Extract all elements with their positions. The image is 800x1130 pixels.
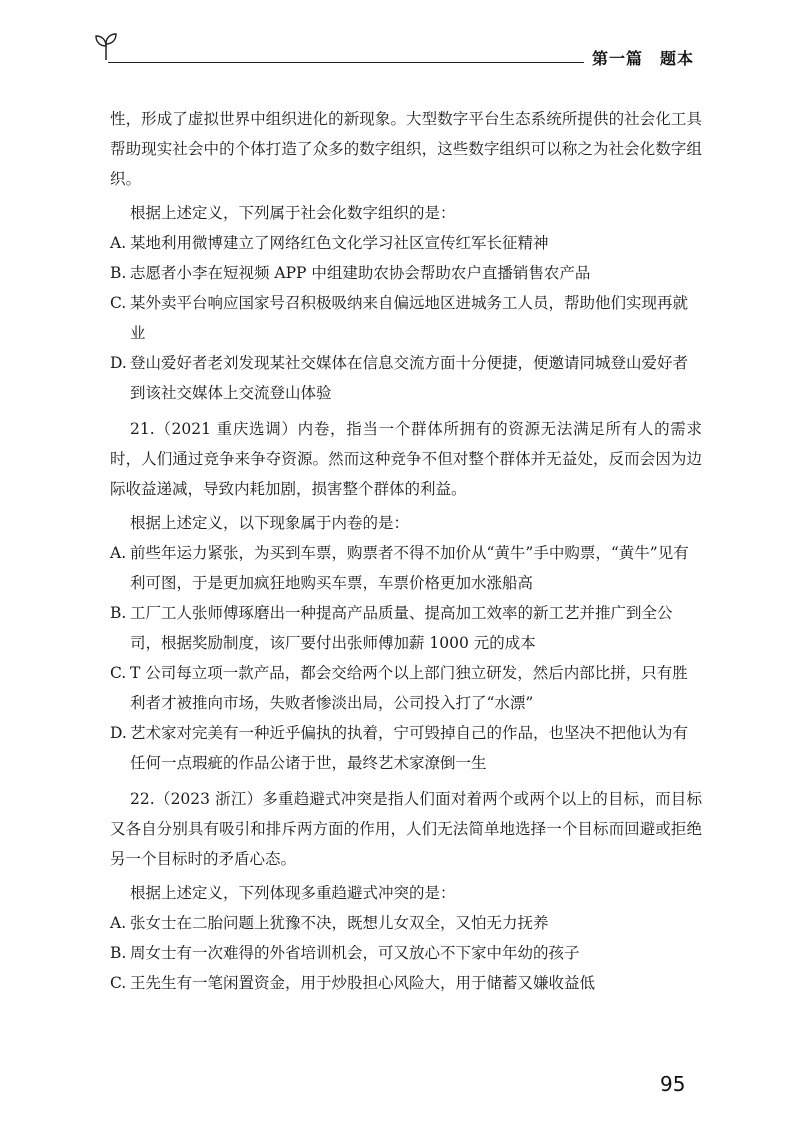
q20-option-a: A. 某地利用微博建立了网络红色文化学习社区宣传红军长征精神 <box>110 234 549 252</box>
q21-option-b: B. 工厂工人张师傅琢磨出一种提高产品质量、提高加工效率的新工艺并推广到全公司，根据奖励制度，该厂要付出张师傅加薪 1000 元的成本 <box>110 604 673 652</box>
page-header <box>0 0 800 80</box>
page-number: 95 <box>660 1072 686 1096</box>
q21-option-a: A. 前些年运力紧张，为买到车票，购票者不得不加价从“黄牛”手中购票，“黄牛”见有利可图，于是更加疯狂地购买车票，车票价格更加水涨船高 <box>110 544 689 592</box>
q22-option-b: B. 周女士有一次难得的外省培训机会，可又放心不下家中年幼的孩子 <box>110 944 580 962</box>
q22-question: 根据上述定义，下列体现多重趋避式冲突的是： <box>130 884 456 902</box>
q22-option-c: C. 王先生有一笔闲置资金，用于炒股担心风险大，用于储蓄又嫌收益低 <box>110 974 596 992</box>
intro-paragraph: 性，形成了虚拟世界中组织进化的新现象。大型数字平台生态系统所提供的社会化工具帮助现实社会中的个体打造了众多的数字组织，这些数字组织可以称之为社会化数字组织。 <box>110 110 702 188</box>
header-rule <box>108 62 584 63</box>
q20-option-c: C. 某外卖平台响应国家号召积极吸纳来自偏远地区进城务工人员，帮助他们实现再就业 <box>110 294 689 342</box>
q21-option-d: D. 艺术家对完美有一种近乎偏执的执着，宁可毁掉自己的作品，也坚决不把他认为有任何一点瑕疵的作品公诸于世，最终艺术家潦倒一生 <box>110 724 689 772</box>
q22-option-a: A. 张女士在二胎问题上犹豫不决，既想儿女双全，又怕无力抚养 <box>110 914 549 932</box>
q22-options <box>110 908 702 998</box>
q21-options <box>110 538 702 778</box>
q20-question: 根据上述定义，下列属于社会化数字组织的是： <box>130 204 456 222</box>
q20-option-d: D. 登山爱好者老刘发现某社交媒体在信息交流方面十分便捷，便邀请同城登山爱好者到该社交媒体上交流登山体验 <box>110 354 689 402</box>
section-title: 第一篇 题本 <box>592 49 695 68</box>
sprout-icon <box>92 30 120 60</box>
q21-stem: 21.（2021 重庆选调）内卷，指当一个群体所拥有的资源无法满足所有人的需求时，人们通过竞争来争夺资源。然而这种竞争不但对整个群体并无益处，反而会因为边际收益递减，导致内耗加剧，损害整个群体的利益。 <box>110 420 702 498</box>
q22-stem: 22.（2023 浙江）多重趋避式冲突是指人们面对着两个或两个以上的目标，而目标又各自分别具有吸引和排斥两方面的作用，人们无法简单地选择一个目标而回避或拒绝另一个目标时的矛盾心态。 <box>110 790 702 868</box>
page-body <box>110 104 702 998</box>
q21-option-c: C. T 公司每立项一款产品，都会交给两个以上部门独立研发，然后内部比拼，只有胜利者才被推向市场，失败者惨淡出局，公司投入打了“水漂” <box>110 664 688 712</box>
q21-question: 根据上述定义，以下现象属于内卷的是： <box>130 514 410 532</box>
q20-option-b: B. 志愿者小李在短视频 APP 中组建助农协会帮助农户直播销售农产品 <box>110 264 591 282</box>
q20-options <box>110 228 702 408</box>
